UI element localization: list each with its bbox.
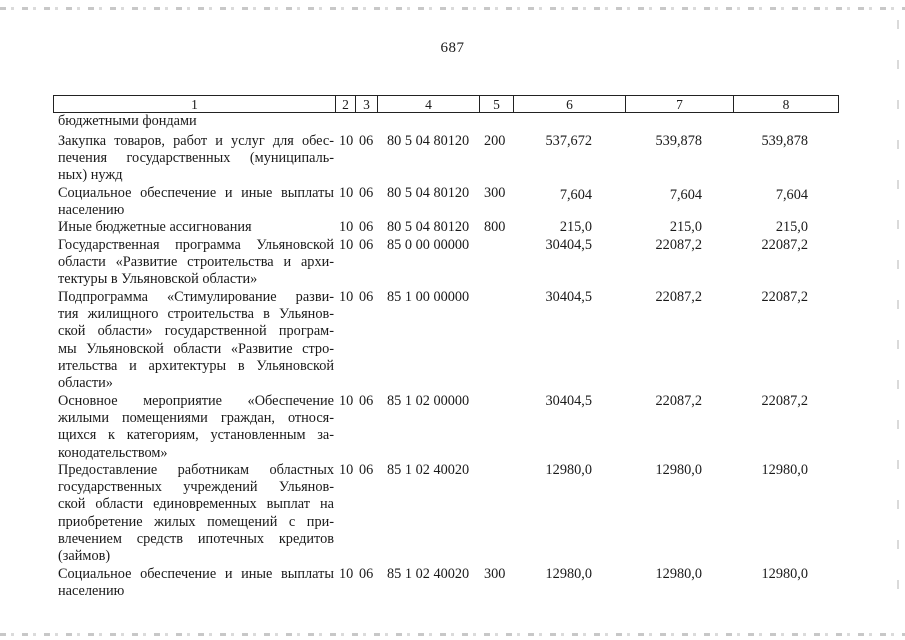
row-c4-value: 85 0 00 00000 (387, 237, 470, 253)
row-c2-value: 10 (339, 289, 354, 305)
row-c4-value: 85 1 02 00000 (387, 393, 470, 409)
header-col-2: 2 (336, 96, 356, 112)
row-c3-value: 06 (359, 219, 374, 235)
row-name-line: ительства и архитектуры в Ульяновской (58, 357, 334, 374)
row-c3-value: 06 (359, 237, 374, 253)
row-c3-value: 06 (359, 185, 374, 201)
row-name-line: щихся к категориям, установленным за- (58, 427, 334, 444)
scan-edge-bottom (0, 633, 905, 636)
row-name (58, 113, 334, 130)
row-c5-value: 800 (484, 219, 506, 235)
row-c7-value: 539,878 (655, 133, 702, 149)
row-name-line: влечением средств ипотечных кредитов (58, 530, 334, 547)
page-number: 687 (440, 40, 465, 56)
row-name-line: населению (58, 583, 125, 600)
row-c3-value: 06 (359, 289, 374, 305)
row-c7-value: 22087,2 (655, 393, 702, 409)
header-col-6: 6 (514, 96, 626, 112)
row-c4-value: 85 1 02 40020 (387, 462, 470, 478)
row-name-line: Иные бюджетные ассигнования (58, 219, 252, 235)
row-name (58, 289, 334, 392)
row-c4-value: 80 5 04 80120 (387, 219, 470, 235)
row-name-line: Подпрограмма «Стимулирование разви- (58, 289, 334, 305)
row-name-line: приобретение жилых помещений с при- (58, 513, 334, 530)
row-c4-value: 80 5 04 80120 (387, 133, 470, 149)
row-name-line: области» (58, 375, 113, 392)
row-name-line: ской области единовременных выплат на (58, 496, 334, 513)
row-name-line: Государственная программа Ульяновской (58, 237, 334, 253)
table-header (53, 95, 839, 113)
row-c2-value: 10 (339, 185, 354, 201)
row-c8-value: 22087,2 (761, 393, 808, 409)
row-c6-value: 537,672 (545, 133, 592, 149)
row-name-line: области «Развитие строительства и архи- (58, 254, 334, 271)
row-c3-value: 06 (359, 393, 374, 409)
row-c2-value: 10 (339, 133, 354, 149)
row-c8-value: 7,604 (775, 187, 808, 203)
header-col-5: 5 (480, 96, 514, 112)
row-c8-value: 12980,0 (761, 566, 808, 582)
row-c6-value: 12980,0 (545, 462, 592, 478)
row-c6-value: 30404,5 (545, 237, 592, 253)
row-name-line: жилыми помещениями граждан, относя- (58, 410, 334, 427)
row-c5-value: 300 (484, 566, 506, 582)
row-c7-value: 12980,0 (655, 566, 702, 582)
row-c4-value: 85 1 02 40020 (387, 566, 470, 582)
row-c6-value: 215,0 (559, 219, 592, 235)
row-c6-value: 7,604 (559, 187, 592, 203)
row-c3-value: 06 (359, 133, 374, 149)
row-c3-value: 06 (359, 462, 374, 478)
row-name-line: Предоставление работникам областных (58, 462, 334, 478)
row-c5-value: 300 (484, 185, 506, 201)
scan-edge-right (897, 20, 899, 620)
row-name (58, 185, 334, 219)
header-col-3: 3 (356, 96, 378, 112)
row-name-line: Социальное обеспечение и иные выплаты (58, 566, 334, 582)
row-c8-value: 12980,0 (761, 462, 808, 478)
row-c7-value: 22087,2 (655, 237, 702, 253)
row-name (58, 566, 334, 600)
row-c7-value: 215,0 (669, 219, 702, 235)
row-c8-value: 22087,2 (761, 289, 808, 305)
row-c7-value: 12980,0 (655, 462, 702, 478)
row-name (58, 393, 334, 462)
row-c2-value: 10 (339, 219, 354, 235)
header-col-1: 1 (54, 96, 336, 112)
row-c2-value: 10 (339, 393, 354, 409)
row-name-line: (займов) (58, 548, 111, 565)
header-col-4: 4 (378, 96, 480, 112)
row-c2-value: 10 (339, 566, 354, 582)
row-c8-value: 22087,2 (761, 237, 808, 253)
row-name-line: Закупка товаров, работ и услуг для обес- (58, 133, 334, 149)
row-name-line: Социальное обеспечение и иные выплаты (58, 185, 334, 201)
row-c2-value: 10 (339, 237, 354, 253)
row-name-line: тектуры в Ульяновской области» (58, 271, 258, 288)
row-name (58, 462, 334, 565)
row-c4-value: 85 1 00 00000 (387, 289, 470, 305)
row-name-line: конодательством» (58, 444, 168, 461)
row-name (58, 237, 334, 289)
row-name-line: печения государственных (муниципаль- (58, 150, 334, 167)
header-col-7: 7 (626, 96, 734, 112)
row-c6-value: 30404,5 (545, 393, 592, 409)
row-name (58, 219, 334, 236)
row-c7-value: 22087,2 (655, 289, 702, 305)
row-c3-value: 06 (359, 566, 374, 582)
row-name (58, 133, 334, 185)
row-name-line: ных) нужд (58, 167, 123, 184)
row-c2-value: 10 (339, 462, 354, 478)
row-name-line: бюджетными фондами (58, 113, 197, 129)
scan-edge-top (0, 7, 905, 10)
row-c8-value: 215,0 (775, 219, 808, 235)
row-name-line: государственных учреждений Ульянов- (58, 479, 334, 496)
row-name-line: населению (58, 202, 125, 219)
row-c7-value: 7,604 (669, 187, 702, 203)
header-col-8: 8 (782, 97, 790, 112)
row-c4-value: 80 5 04 80120 (387, 185, 470, 201)
row-c6-value: 30404,5 (545, 289, 592, 305)
row-name-line: ской области» государственной програм- (58, 323, 334, 340)
row-name-line: Основное мероприятие «Обеспечение (58, 393, 334, 409)
row-c8-value: 539,878 (761, 133, 808, 149)
row-name-line: мы Ульяновской области «Развитие стро- (58, 340, 334, 357)
row-c6-value: 12980,0 (545, 566, 592, 582)
row-c5-value: 200 (484, 133, 506, 149)
row-name-line: тия жилищного строительства в Ульянов- (58, 306, 334, 323)
